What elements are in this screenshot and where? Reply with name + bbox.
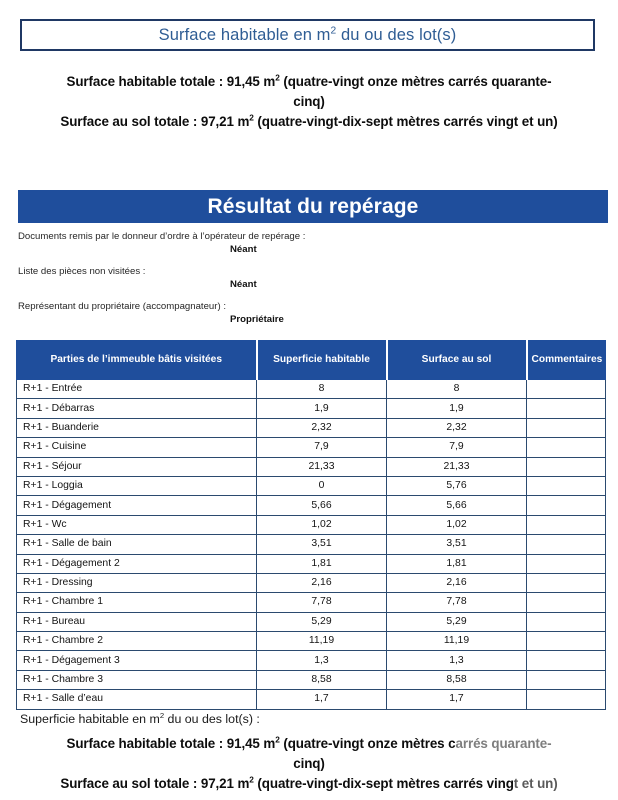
cell-superficie-habitable: 1,7 <box>257 690 387 709</box>
cell-superficie-habitable: 1,81 <box>257 554 387 573</box>
total-habitable-superscript: 2 <box>275 72 280 83</box>
cell-commentaire <box>527 457 606 476</box>
bottom-superficie-label <box>20 712 260 726</box>
cell-surface-au-sol: 11,19 <box>387 632 527 651</box>
cell-partie: R+1 - Cuisine <box>17 438 257 457</box>
surface-table <box>16 340 606 710</box>
table-row <box>17 573 606 592</box>
total-sol-words: (quatre-vingt-dix-sept mètres carrés vingt et un) <box>253 114 558 129</box>
bottom-total-habitable-line <box>18 734 600 754</box>
cell-superficie-habitable: 1,3 <box>257 651 387 670</box>
document-title-box <box>20 19 595 51</box>
bottom-total-sol-superscript: 2 <box>249 774 254 785</box>
bottom-total-habitable-line-cont <box>18 754 600 774</box>
total-habitable-text: Surface habitable totale : 91,45 m <box>66 74 276 89</box>
cell-superficie-habitable: 11,19 <box>257 632 387 651</box>
bottom-total-sol-words: (quatre-vingt-dix-sept mètres carrés ving <box>253 776 514 791</box>
column-header-parties: Parties de l’immeuble bâtis visitées <box>17 341 257 380</box>
column-header-commentaires: Commentaires <box>527 341 606 380</box>
cell-partie: R+1 - Entrée <box>17 380 257 399</box>
cell-surface-au-sol: 1,81 <box>387 554 527 573</box>
cell-commentaire <box>527 690 606 709</box>
info-representant-proprietaire-label: Représentant du propriétaire (accompagnateur) : <box>18 301 226 312</box>
cell-partie: R+1 - Chambre 2 <box>17 632 257 651</box>
surface-table-head <box>17 341 606 380</box>
total-habitable-words-cont: cinq) <box>293 94 325 109</box>
cell-superficie-habitable: 2,32 <box>257 418 387 437</box>
result-banner-label: Résultat du repérage <box>207 194 419 218</box>
cell-superficie-habitable: 5,29 <box>257 612 387 631</box>
cell-superficie-habitable: 5,66 <box>257 496 387 515</box>
cell-superficie-habitable: 7,78 <box>257 593 387 612</box>
page-title-suffix: du ou des lot(s) <box>336 25 457 44</box>
table-row <box>17 612 606 631</box>
cell-partie: R+1 - Loggia <box>17 476 257 495</box>
cell-partie: R+1 - Débarras <box>17 399 257 418</box>
bottom-total-habitable-words-faded: arrés quarante- <box>455 736 552 751</box>
bottom-superficie-label-suffix: du ou des lot(s) : <box>164 712 260 726</box>
cell-surface-au-sol: 8 <box>387 380 527 399</box>
cell-superficie-habitable: 7,9 <box>257 438 387 457</box>
cell-surface-au-sol: 7,9 <box>387 438 527 457</box>
bottom-total-habitable-superscript: 2 <box>275 734 280 745</box>
table-header-row <box>17 341 606 380</box>
info-pieces-non-visitees-value: Néant <box>230 279 257 290</box>
cell-surface-au-sol: 5,66 <box>387 496 527 515</box>
bottom-total-sol-line <box>18 774 600 794</box>
table-row <box>17 399 606 418</box>
total-habitable-line-cont <box>18 92 600 112</box>
cell-commentaire <box>527 476 606 495</box>
table-row <box>17 593 606 612</box>
surface-table-body <box>17 380 606 710</box>
cell-surface-au-sol: 1,7 <box>387 690 527 709</box>
info-pieces-non-visitees-label: Liste des pièces non visitées : <box>18 266 146 277</box>
cell-superficie-habitable: 8,58 <box>257 670 387 689</box>
cell-superficie-habitable: 1,02 <box>257 515 387 534</box>
totals-summary-top <box>18 72 600 132</box>
cell-surface-au-sol: 8,58 <box>387 670 527 689</box>
table-row <box>17 690 606 709</box>
table-row <box>17 670 606 689</box>
column-header-surface-au-sol: Surface au sol <box>387 341 527 380</box>
info-pieces-non-visitees <box>18 265 600 291</box>
table-row <box>17 651 606 670</box>
table-row <box>17 380 606 399</box>
bottom-superficie-label-prefix: Superficie habitable en m <box>20 712 160 726</box>
cell-commentaire <box>527 573 606 592</box>
info-documents-remis-value: Néant <box>230 244 257 255</box>
cell-surface-au-sol: 2,32 <box>387 418 527 437</box>
bottom-total-habitable-words-cont: cinq) <box>293 756 325 771</box>
cell-superficie-habitable: 2,16 <box>257 573 387 592</box>
total-habitable-words: (quatre-vingt onze mètres carrés quarante- <box>279 74 552 89</box>
bottom-total-habitable-text: Surface habitable totale : 91,45 m <box>66 736 276 751</box>
table-row <box>17 496 606 515</box>
total-habitable-line <box>18 72 600 92</box>
cell-surface-au-sol: 5,29 <box>387 612 527 631</box>
cell-surface-au-sol: 1,9 <box>387 399 527 418</box>
bottom-total-sol-text: Surface au sol totale : 97,21 m <box>60 776 250 791</box>
cell-partie: R+1 - Chambre 1 <box>17 593 257 612</box>
cell-superficie-habitable: 21,33 <box>257 457 387 476</box>
cell-surface-au-sol: 21,33 <box>387 457 527 476</box>
cell-surface-au-sol: 3,51 <box>387 535 527 554</box>
cell-superficie-habitable: 0 <box>257 476 387 495</box>
bottom-total-sol-words-faded: t et un) <box>513 776 558 791</box>
cell-partie: R+1 - Dégagement <box>17 496 257 515</box>
table-row <box>17 554 606 573</box>
cell-superficie-habitable: 3,51 <box>257 535 387 554</box>
cell-commentaire <box>527 670 606 689</box>
info-documents-remis-label: Documents remis par le donneur d’ordre à l’opérateur de repérage : <box>18 231 306 242</box>
cell-partie: R+1 - Bureau <box>17 612 257 631</box>
cell-partie: R+1 - Salle d’eau <box>17 690 257 709</box>
cell-partie: R+1 - Salle de bain <box>17 535 257 554</box>
cell-commentaire <box>527 554 606 573</box>
cell-commentaire <box>527 438 606 457</box>
cell-commentaire <box>527 496 606 515</box>
cell-commentaire <box>527 535 606 554</box>
totals-summary-bottom <box>18 734 600 794</box>
page-title-superscript: 2 <box>330 25 337 36</box>
cell-surface-au-sol: 2,16 <box>387 573 527 592</box>
cell-partie: R+1 - Buanderie <box>17 418 257 437</box>
cell-partie: R+1 - Wc <box>17 515 257 534</box>
cell-commentaire <box>527 632 606 651</box>
cell-commentaire <box>527 612 606 631</box>
total-sol-superscript: 2 <box>249 112 254 123</box>
cell-commentaire <box>527 399 606 418</box>
table-row <box>17 418 606 437</box>
page-title-prefix: Surface habitable en m <box>158 25 331 44</box>
cell-partie: R+1 - Dégagement 2 <box>17 554 257 573</box>
table-row <box>17 632 606 651</box>
cell-superficie-habitable: 8 <box>257 380 387 399</box>
info-documents-remis <box>18 230 600 256</box>
info-representant-proprietaire <box>18 300 600 326</box>
cell-surface-au-sol: 1,02 <box>387 515 527 534</box>
page-title <box>159 26 457 45</box>
result-banner <box>18 190 608 223</box>
table-row <box>17 535 606 554</box>
total-sol-text: Surface au sol totale : 97,21 m <box>60 114 250 129</box>
cell-superficie-habitable: 1,9 <box>257 399 387 418</box>
surface-table-container <box>16 340 605 710</box>
table-row <box>17 457 606 476</box>
cell-partie: R+1 - Dressing <box>17 573 257 592</box>
cell-commentaire <box>527 593 606 612</box>
cell-commentaire <box>527 380 606 399</box>
table-row <box>17 476 606 495</box>
cell-commentaire <box>527 515 606 534</box>
cell-commentaire <box>527 651 606 670</box>
cell-surface-au-sol: 1,3 <box>387 651 527 670</box>
cell-surface-au-sol: 5,76 <box>387 476 527 495</box>
cell-commentaire <box>527 418 606 437</box>
cell-surface-au-sol: 7,78 <box>387 593 527 612</box>
cell-partie: R+1 - Dégagement 3 <box>17 651 257 670</box>
info-representant-proprietaire-value: Propriétaire <box>230 314 284 325</box>
table-row <box>17 515 606 534</box>
table-row <box>17 438 606 457</box>
total-sol-line <box>18 112 600 132</box>
bottom-total-habitable-words: (quatre-vingt onze mètres c <box>279 736 456 751</box>
cell-partie: R+1 - Chambre 3 <box>17 670 257 689</box>
column-header-superficie-habitable: Superficie habitable <box>257 341 387 380</box>
bottom-superficie-label-superscript: 2 <box>159 710 165 720</box>
cell-partie: R+1 - Séjour <box>17 457 257 476</box>
